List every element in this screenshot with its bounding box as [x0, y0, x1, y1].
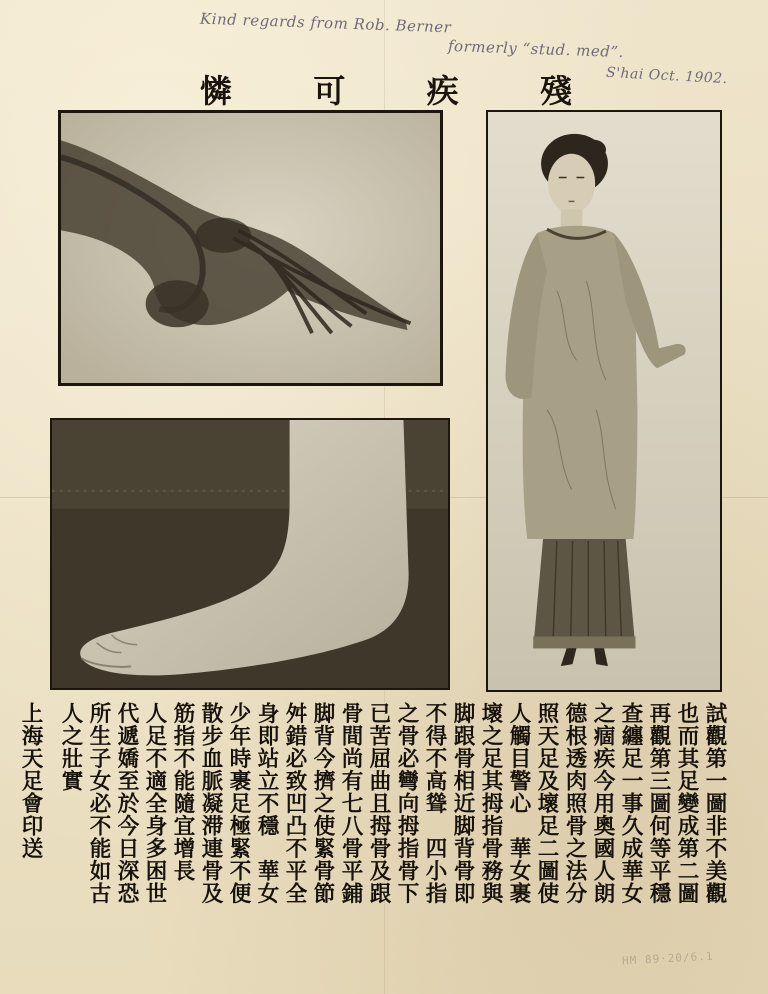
text-column: 已苦屈曲且拇骨及跟	[366, 702, 391, 905]
text-column: 也而其足變成第二圖	[674, 702, 699, 905]
text-column: 人之壯實	[58, 702, 83, 792]
text-column: 查纏足一事久成華女	[618, 702, 643, 905]
text-column: 之骨必彎向拇指骨下	[394, 702, 419, 905]
vertical-text-block	[18, 702, 728, 942]
text-column: 人足不適全身多困世	[142, 702, 167, 905]
publisher-line: 上海天足會印送	[18, 702, 43, 860]
text-column: 壞之足其拇指骨務與	[478, 702, 503, 905]
poster-title	[196, 66, 576, 112]
text-column: 身即站立不穩 華女	[254, 702, 279, 905]
natural-foot-image-panel	[50, 418, 450, 690]
text-column: 舛錯必致凹凸不平全	[282, 702, 307, 905]
text-column: 試觀第一圖非不美觀	[702, 702, 727, 905]
text-column: 骨間尚有七八骨平鋪	[338, 702, 363, 905]
archive-stamp: HM 89·20/6.1	[621, 949, 714, 968]
woman-portrait-panel	[486, 110, 722, 692]
natural-foot-photo	[52, 420, 448, 688]
text-column: 代遞嬌至於今日深恐	[114, 702, 139, 905]
text-column: 之痼疾今用奧國人朗	[590, 702, 615, 905]
text-column: 德根透肉照骨之法分	[562, 702, 587, 905]
text-column: 再觀第三圖何等平穩	[646, 702, 671, 905]
text-column: 人觸目警心 華女裹	[506, 702, 531, 905]
text-column: 脚背今擠之使緊骨節	[310, 702, 335, 905]
text-column: 不得不高聳 四小指	[422, 702, 447, 905]
text-column: 所生子女必不能如古	[86, 702, 111, 905]
handwritten-note-line-2: formerly “stud. med”.	[447, 36, 625, 62]
title-char: 疾	[426, 72, 459, 110]
handwritten-note-line-1: Kind regards from Rob. Berner	[199, 9, 452, 37]
handwritten-note-date: S'hai Oct. 1902.	[605, 64, 728, 88]
title-char: 殘	[539, 72, 572, 110]
chinese-woman-portrait-image	[488, 112, 720, 690]
text-column: 散步血脈凝滞連骨及	[198, 702, 223, 905]
text-column: 筋指不能隨宜增長	[170, 702, 195, 882]
text-column: 脚跟骨相近脚背骨即	[450, 702, 475, 905]
text-column: 照天足及壞足二圖使	[534, 702, 559, 905]
xray-image-panel	[58, 110, 443, 386]
xray-bound-foot-image	[61, 113, 440, 383]
text-column: 少年時裹足極緊不便	[226, 702, 251, 905]
title-char: 可	[313, 72, 346, 110]
title-char: 憐	[199, 72, 232, 110]
